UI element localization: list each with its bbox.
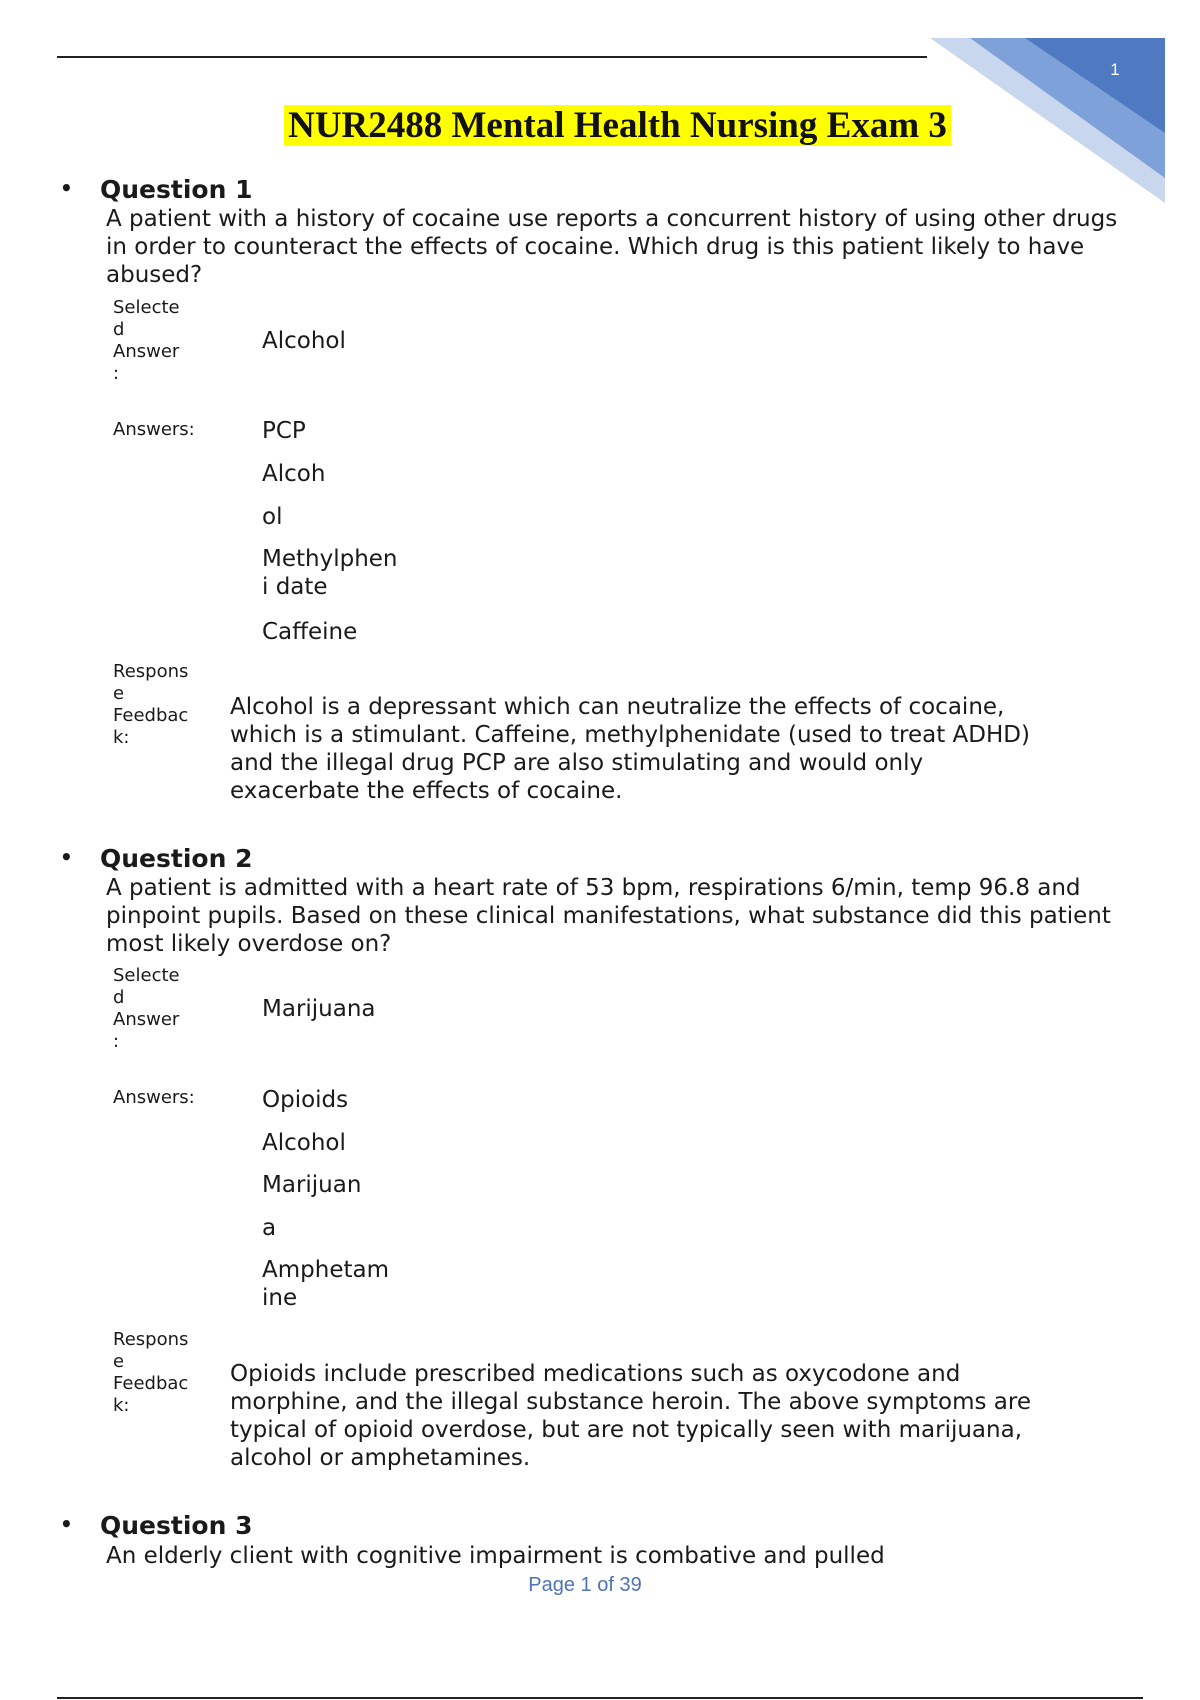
answer-option: a — [262, 1215, 277, 1241]
question-1-feedback: Alcohol is a depressant which can neutralize the effects of cocaine, which is a stimulant. Caffeine, methylphenidate (used to treat ADHD) and the illegal drug PCP are also stimulating and would only exacerbate the effects of cocaine. — [230, 694, 1030, 804]
answer-option: Opioids — [262, 1087, 349, 1113]
bullet-icon: • — [60, 845, 73, 869]
document-title: NUR2488 Mental Health Nursing Exam 3 — [284, 105, 951, 146]
header-rule — [57, 56, 927, 58]
question-1-heading: • Question 1 — [60, 175, 253, 204]
answer-option: Alcohol — [262, 1130, 346, 1156]
answer-option: Amphetam ine — [262, 1257, 389, 1311]
question-2-text: A patient is admitted with a heart rate of 53 bpm, respirations 6/min, temp 96.8 and pinpoint pupils. Based on these clinical manifestations, what substance did this patient most likely overdose on? — [106, 875, 1111, 957]
question-2-feedback: Opioids include prescribed medications such as oxycodone and morphine, and the illegal substance heroin. The above symptoms are typical of opioid overdose, but are not typically seen with marijuana, alcohol or amphetamines. — [230, 1361, 1031, 1471]
answers-label: Answers: — [113, 419, 195, 440]
question-3-heading: • Question 3 — [60, 1511, 253, 1540]
page-number: 1 — [1110, 60, 1120, 79]
response-feedback-label: Respons e Feedbac k: — [113, 661, 189, 748]
title-container — [0, 104, 1200, 147]
answer-option: Marijuan — [262, 1172, 362, 1198]
bullet-icon: • — [60, 1512, 73, 1536]
question-1-text: A patient with a history of cocaine use reports a concurrent history of using other drugs in order to counteract the effects of cocaine. Which drug is this patient likely to have abused? — [106, 206, 1118, 288]
page-footer: Page 1 of 39 — [528, 1574, 642, 1596]
answer-option: Caffeine — [262, 619, 358, 645]
question-3-text: An elderly client with cognitive impairment is combative and pulled — [106, 1543, 885, 1569]
question-1-selected-answer: Alcohol — [262, 328, 346, 354]
selected-answer-label: Selecte d Answer : — [113, 965, 180, 1052]
response-feedback-label: Respons e Feedbac k: — [113, 1329, 189, 1416]
footer-rule — [57, 1697, 1143, 1699]
question-2-selected-answer: Marijuana — [262, 996, 376, 1022]
answer-option: Alcoh — [262, 461, 326, 487]
answer-option: Methylphen i date — [262, 546, 398, 600]
answer-option: ol — [262, 504, 283, 530]
question-2-heading: • Question 2 — [60, 844, 253, 873]
answers-label: Answers: — [113, 1087, 195, 1108]
bullet-icon: • — [60, 176, 73, 200]
selected-answer-label: Selecte d Answer : — [113, 297, 180, 384]
answer-option: PCP — [262, 418, 306, 444]
